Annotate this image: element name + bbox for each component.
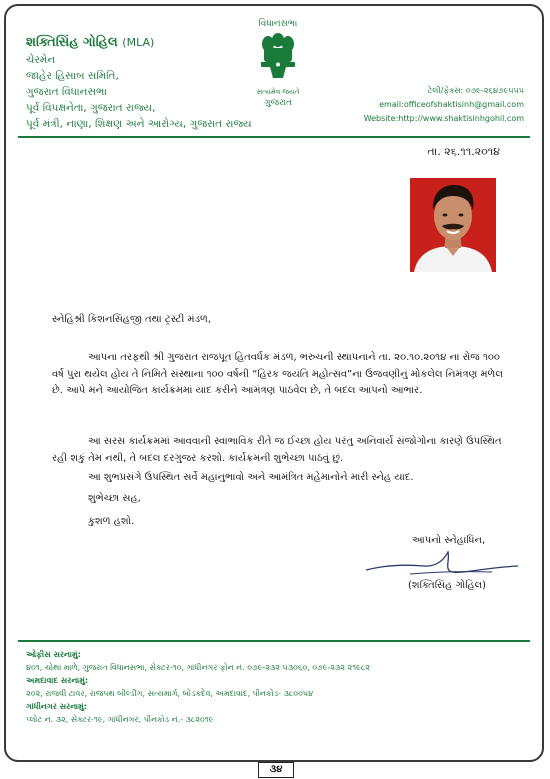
office-address-label: ઓફીસ સરનામું: [26,650,81,659]
office-address: ૪૦૧, ચોથા માળે, ગુજરાત વિધાનસભા, સેક્ટર-૧૦, ગાંધીનગર ફોન નં. ૦૭૯-૨૩૨ ૫૩૦૬૦, ૦૭૯-૨૩૨ ૨૧૯૮૨ [26,663,370,672]
body-paragraph: આ સરસ કાર્યક્રમમાં આવવાની સ્વાભાવિક રીતે જ ઈચ્છા હોય પરંતુ અનિવાર્ય સંજોગોના કારણે ઉપસ્થિત રહી શકું તેમ નથી, તે બદલ દરગુજર કરશો. કાર્યક્રમની શુભેચ્છા પાઠવું છું. [52,436,502,464]
website-address: Website:http://www.shaktisinhgohil.com [363,114,524,123]
page-number: ૩૪ [258,762,294,778]
portrait-photo [410,178,496,272]
role-line: જાહેર હિસાબ સમિતિ, [26,70,119,82]
closing-line: શુભેચ્છા સહ, [88,493,141,504]
portrait-figure [410,178,496,272]
footer-divider [18,640,530,642]
role-line: ગુજરાત વિધાનસભા [26,86,107,98]
contact-block [364,84,524,126]
letterhead-left [26,34,252,132]
sender-name: શક્તિસિંહ ગોહિલ [26,35,118,50]
role-line: ચેરમેન [26,54,56,66]
emblem-motto: સત્યમેવ જયતે [256,88,300,96]
sender-title-suffix: (MLA) [122,36,155,49]
gandhinagar-address: પ્લોટ નં. ૩૨, સેક્ટર-૧૯, ગાંધીનગર, પીનકોડ નં.- ૩૮૨૦૧૯ [26,715,214,724]
state-emblem [250,18,306,109]
ahmedabad-address-label: અમદાવાદ સરનામું: [26,676,89,685]
role-line: પૂર્વ મંત્રી, નાણા, શિક્ષણ અને આરોગ્ય, ગુજરાત રાજ્ય [26,118,252,130]
phone-fax: ટેલી/ફેક્સ: ૦૭૯-૨૬૪૭૯૫૫૫ [427,86,524,95]
emblem-top-text: વિધાનસભા [258,19,298,29]
footer-addresses [26,648,516,726]
body-paragraph: આ શુભપ્રસંગે ઉપસ્થિત સર્વે મહાનુભાવો અને આમંત્રિત મહેમાનોને મારી સ્નેહ યાદ. [88,472,414,483]
role-line: પૂર્વ વિપક્ષનેતા, ગુજરાત રાજ્ય, [26,102,156,114]
sender-name-line [26,34,252,52]
letter-date: તા. ૨૬.૧૧.૨૦૧૪ [427,145,500,158]
sign-off: આપનો સ્નેહાધિન, [412,535,486,546]
lion-capital-icon [258,30,298,82]
closing-line: કુશળ હશો. [88,516,135,527]
handwritten-signature [362,548,522,578]
header-divider [18,136,530,138]
emblem-bottom-text: ગુજરાત [264,98,292,108]
gandhinagar-address-label: ગાંધીનગર સરનામું: [26,702,87,711]
email-address: email:officeofshaktisinh@gmail.com [379,100,524,109]
signature-name: (શક્તિસિંહ ગોહિલ) [408,580,487,591]
body-paragraph: આપના તરફથી શ્રી ગુજરાત રાજપૂત હિતવર્ધક મંડળ, ભરુચની સ્થાપનાને તા. ૨૦.૧૦.૨૦૧૪ ના રોજ ૧૦૦ વર્ષ પુરા થયેલ હોય તે નિમિતે સંસ્થાના ૧૦૦ વર્ષની “હિરક જયંતિ મહોત્સવ”ના ઉજવણીનું મોકલેલ નિમંત્રણ મળેલ છે. આપે મને આયોજિત કાર્યક્રમમાં યાદ કરીને આમંત્રણ પાઠવેલ છે, તે બદલ આપનો આભાર. [52,352,503,396]
ahmedabad-address: ૨૦૨, રાજવી ટાવર, રાજપથ બીલ્ડીંગ, સત્યમાર્ગ, બોડકદેવ, અમદાવાદ, પીનકોડ- ૩૮૦૦૫૪ [26,689,314,698]
salutation: સ્નેહિશ્રી કિશનસિંહજી તથા ટ્રસ્ટી મંડળ, [52,314,212,325]
